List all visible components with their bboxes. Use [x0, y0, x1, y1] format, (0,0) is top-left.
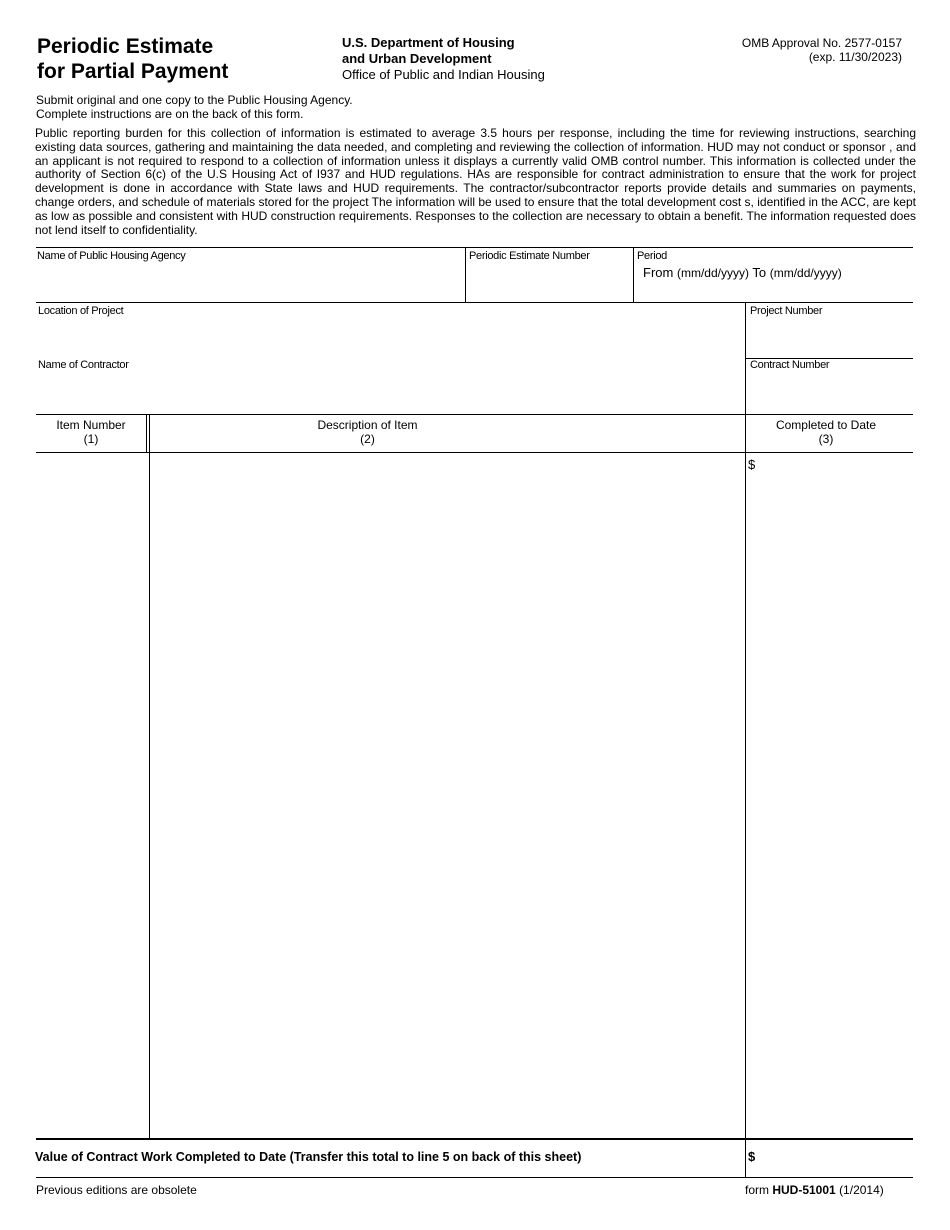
- agency-line-3: Office of Public and Indian Housing: [342, 67, 545, 82]
- column-label: Description of Item: [317, 418, 418, 432]
- column-label: Item Number: [56, 418, 126, 432]
- title-line-1: Periodic Estimate: [37, 35, 214, 58]
- agency-line-1: U.S. Department of Housing: [342, 35, 515, 50]
- total-label: Value of Contract Work Completed to Date (Transfer this total to line 5 on back of this sheet): [35, 1150, 582, 1164]
- column-number: (3): [818, 432, 834, 446]
- total-value-field[interactable]: [760, 1142, 910, 1174]
- form-title: [37, 34, 228, 84]
- omb-approval: [742, 36, 902, 64]
- item-number-cell[interactable]: [36, 453, 146, 1139]
- period-field[interactable]: [643, 265, 842, 280]
- column-header-description: [150, 418, 585, 446]
- pha-name-field[interactable]: Name of Public Housing Agency: [37, 250, 186, 262]
- divider: [36, 1138, 913, 1140]
- period-to-label: To: [752, 265, 767, 280]
- total-currency-symbol: $: [748, 1149, 756, 1164]
- column-label: Completed to Date: [775, 418, 877, 432]
- agency-line-2: and Urban Development: [342, 51, 492, 66]
- column-header-completed-to-date: [746, 418, 906, 446]
- form-id: HUD-51001: [772, 1183, 836, 1197]
- submit-line-2: Complete instructions are on the back of this form.: [36, 107, 304, 121]
- divider: [465, 247, 466, 302]
- form-date: (1/2014): [839, 1183, 884, 1197]
- submit-instructions: [36, 93, 353, 121]
- submit-line-1: Submit original and one copy to the Public Housing Agency.: [36, 93, 353, 107]
- contract-number-field[interactable]: Contract Number: [750, 359, 830, 371]
- divider: [36, 302, 913, 303]
- form-number: [745, 1183, 884, 1197]
- divider: [146, 414, 147, 452]
- period-to-format: (mm/dd/yyyy): [769, 266, 842, 280]
- location-field[interactable]: Location of Project: [38, 305, 124, 317]
- agency-block: [342, 35, 545, 83]
- title-line-2: for Partial Payment: [37, 60, 229, 83]
- column-number: (1): [83, 432, 99, 446]
- project-number-field[interactable]: Project Number: [750, 305, 823, 317]
- omb-line-1: OMB Approval No. 2577-0157: [741, 36, 902, 50]
- form-prefix: form: [745, 1183, 769, 1197]
- period-from-format: (mm/dd/yyyy): [676, 266, 749, 280]
- column-header-item-number: [36, 418, 146, 446]
- divider: [36, 1177, 913, 1178]
- period-label: Period: [637, 250, 667, 262]
- description-cell[interactable]: [150, 453, 744, 1139]
- divider: [36, 247, 913, 248]
- divider: [36, 414, 913, 415]
- obsolete-note: Previous editions are obsolete: [36, 1183, 197, 1197]
- currency-symbol: $: [748, 457, 756, 472]
- completed-to-date-cell[interactable]: [746, 453, 913, 1139]
- period-from-label: From: [643, 265, 674, 280]
- contractor-field[interactable]: Name of Contractor: [38, 359, 129, 371]
- omb-line-2: (exp. 11/30/2023): [808, 50, 902, 64]
- column-number: (2): [360, 432, 375, 446]
- divider: [633, 247, 634, 302]
- estimate-number-field[interactable]: Periodic Estimate Number: [469, 250, 590, 262]
- burden-statement: Public reporting burden for this collection of information is estimated to average 3.5 hours per response, including the time for reviewing instructions, searching existing data sources, gathering and maintaining the data needed, and completing and reviewing the collection of information. HUD may not conduct or sponsor , and an applicant is not required to respond to a collection of information unless it displays a currently valid OMB control number. This information is collected under the authority of Section 6(c) of the U.S Housing Act of I937 and HUD regulations. HAs are responsible for contract administration to ensure that the work for project development is done in accordance with State laws and HUD requirements. The contractor/subcontractor reports provide details and summaries on payments, change orders, and schedule of materials stored for the project The information will be used to ensure that the total development cost s, identified in the ACC, are kept as low as possible and consistent with HUD construction requirements. Responses to the collection are necessary to obtain a benefit. The information requested does not lend itself to confidentiality.: [35, 126, 916, 237]
